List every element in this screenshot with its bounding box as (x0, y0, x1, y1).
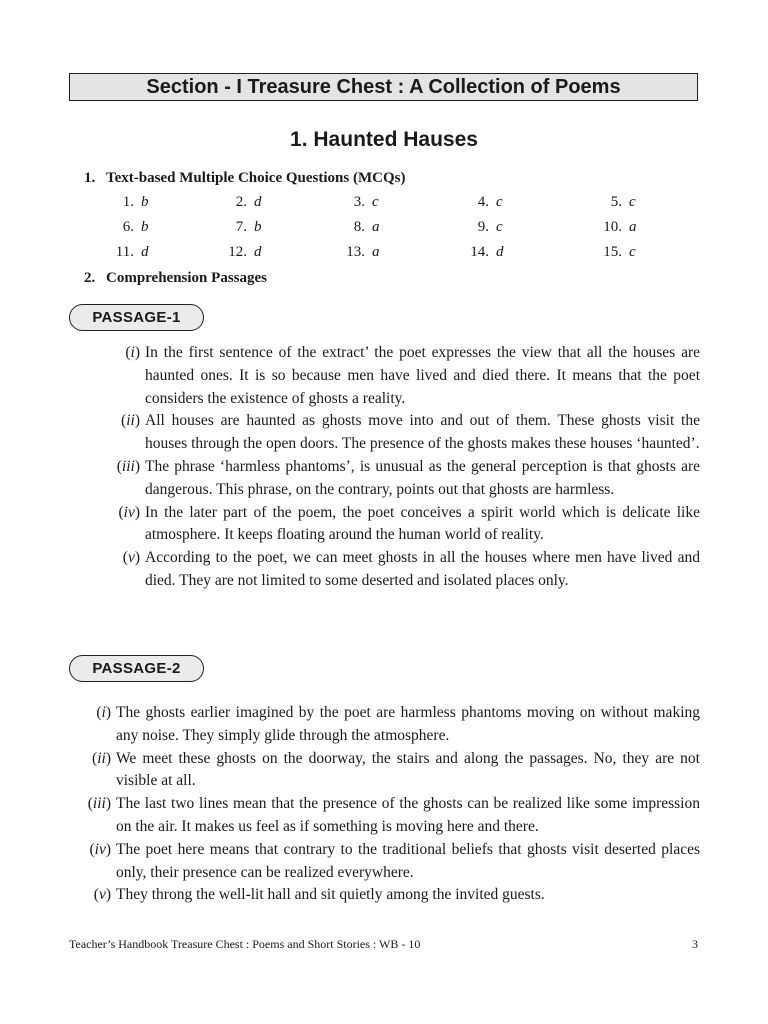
mcq-answer-letter: d (496, 244, 504, 260)
answer-item-marker: (i) (96, 704, 111, 721)
mcq-answer-letter: d (254, 244, 262, 260)
answer-item-text: The last two lines mean that the presence of the ghosts can be realized like some impression on the air. It makes us feel as if something is moving here and there. (116, 795, 700, 835)
answer-item-marker: (i) (125, 344, 140, 361)
mcq-cell (207, 219, 262, 236)
question-1-title: Text-based Multiple Choice Questions (MCQs) (106, 170, 406, 186)
section-title: Section - I Treasure Chest : A Collection of Poems (146, 75, 621, 98)
mcq-row (0, 219, 768, 241)
answer-item-numeral: v (98, 886, 106, 904)
mcq-question-number: 1. (122, 194, 134, 210)
answer-item (110, 502, 700, 548)
mcq-answer-letter: a (629, 219, 637, 235)
mcq-answer-letter: c (496, 219, 503, 235)
mcq-cell (449, 219, 503, 236)
answer-item-text: All houses are haunted as ghosts move into and out of them. These ghosts visit the houses through the open doors. The presence of the ghosts makes these houses ‘haunted’. (145, 412, 700, 453)
mcq-cell (94, 219, 149, 236)
mcq-answer-letter: b (141, 194, 149, 210)
answer-item-numeral: v (127, 549, 135, 567)
answer-item-numeral: iv (123, 503, 135, 521)
question-1-number: 1. (84, 170, 96, 186)
footer-book-title: Teacher’s Handbook Treasure Chest : Poems and Short Stories : WB - 10 (69, 937, 421, 951)
answer-item-text: The phrase ‘harmless phantoms’, is unusual as the general perception is that ghosts are dangerous. This phrase, on the contrary, points out that ghosts are harmless. (145, 457, 700, 498)
mcq-question-number: 14. (470, 244, 489, 260)
passage-2-label (69, 655, 204, 682)
section-title-banner (69, 73, 698, 101)
mcq-cell (325, 244, 380, 261)
mcq-answer-letter: b (254, 219, 262, 235)
answer-item (80, 793, 700, 839)
mcq-cell (207, 244, 262, 261)
mcq-cell (94, 244, 149, 261)
mcq-cell (325, 219, 380, 236)
mcq-answer-letter: c (372, 194, 379, 210)
answer-item-numeral: i (130, 344, 135, 361)
mcq-question-number: 2. (235, 194, 247, 210)
mcq-answer-letter: c (629, 194, 636, 210)
passage-1-label-text: PASSAGE-1 (92, 309, 181, 326)
answer-item-numeral: i (101, 704, 106, 721)
answer-item (110, 342, 700, 410)
mcq-cell (582, 219, 637, 236)
mcq-question-number: 10. (603, 219, 622, 235)
answer-item-marker: (v) (122, 549, 140, 567)
mcq-question-number: 3. (353, 194, 365, 210)
mcq-answer-letter: c (496, 194, 503, 210)
mcq-question-number: 5. (610, 194, 622, 210)
question-1-heading (84, 170, 405, 187)
mcq-answer-letter: a (372, 244, 380, 260)
mcq-answer-letter: c (629, 244, 636, 260)
mcq-answer-letter: b (141, 219, 149, 235)
answer-item-numeral: iv (94, 840, 106, 858)
answer-item (80, 839, 700, 885)
answer-item-numeral: iii (121, 457, 135, 475)
mcq-cell (449, 194, 503, 211)
answer-item-marker: (iv) (118, 503, 140, 521)
passage-2-answers (80, 702, 700, 907)
mcq-question-number: 7. (235, 219, 247, 235)
answer-item-marker: (iii) (116, 457, 140, 475)
answer-item-text: They throng the well-lit hall and sit quietly among the invited guests. (116, 886, 545, 904)
answer-item-text: The ghosts earlier imagined by the poet are harmless phantoms moving on without making any noise. They simply glide through the atmosphere. (116, 704, 700, 744)
answer-item-text: In the first sentence of the extract’ the poet expresses the view that all the houses are haunted ones. It is so because men have lived and died there. It means that the poet considers the existence of ghosts a reality. (145, 344, 700, 407)
mcq-question-number: 15. (603, 244, 622, 260)
passage-1-label (69, 304, 204, 331)
answer-item-text: The poet here means that contrary to the traditional beliefs that ghosts visit deserted places only, their presence can be realized everywhere. (116, 840, 700, 881)
answer-item-marker: (ii) (92, 749, 111, 767)
answer-item (80, 748, 700, 794)
answer-item-marker: (iv) (89, 840, 111, 858)
mcq-question-number: 13. (346, 244, 365, 260)
answer-item-marker: (ii) (121, 412, 140, 430)
mcq-cell (582, 194, 636, 211)
answer-item-marker: (iii) (87, 795, 111, 813)
answer-item (110, 547, 700, 593)
mcq-question-number: 6. (122, 219, 134, 235)
answer-item-numeral: ii (97, 749, 106, 767)
mcq-cell (325, 194, 379, 211)
mcq-question-number: 4. (477, 194, 489, 210)
question-2-title: Comprehension Passages (106, 270, 267, 286)
question-2-number: 2. (84, 270, 96, 286)
answer-item (80, 702, 700, 748)
mcq-cell (449, 244, 504, 261)
chapter-title: 1. Haunted Hauses (290, 128, 478, 151)
passage-2-label-text: PASSAGE-2 (92, 660, 181, 677)
answer-item-text: We meet these ghosts on the doorway, the stairs and along the passages. No, they are not visible at all. (116, 749, 700, 790)
answer-item (110, 456, 700, 502)
mcq-question-number: 12. (228, 244, 247, 260)
mcq-answer-letter: d (254, 194, 262, 210)
mcq-question-number: 9. (477, 219, 489, 235)
mcq-cell (207, 194, 262, 211)
answer-item-numeral: ii (126, 412, 135, 430)
mcq-cell (582, 244, 636, 261)
mcq-row (0, 194, 768, 216)
answer-item-text: In the later part of the poem, the poet conceives a spirit world which is delicate like atmosphere. It keeps floating around the human world of reality. (145, 503, 700, 544)
mcq-cell (94, 194, 149, 211)
mcq-answer-letter: a (372, 219, 380, 235)
answer-item-numeral: iii (92, 795, 106, 813)
footer-page-number: 3 (692, 937, 698, 951)
passage-1-answers (110, 342, 700, 593)
answer-item (110, 410, 700, 456)
answer-item-marker: (v) (93, 886, 111, 904)
question-2-heading (84, 270, 267, 287)
mcq-question-number: 8. (353, 219, 365, 235)
mcq-answer-letter: d (141, 244, 149, 260)
mcq-row (0, 244, 768, 266)
mcq-question-number: 11. (115, 244, 134, 260)
answer-item-text: According to the poet, we can meet ghosts in all the houses where men have lived and died. They are not limited to some deserted and isolated places only. (145, 549, 700, 589)
answer-item (80, 884, 700, 907)
